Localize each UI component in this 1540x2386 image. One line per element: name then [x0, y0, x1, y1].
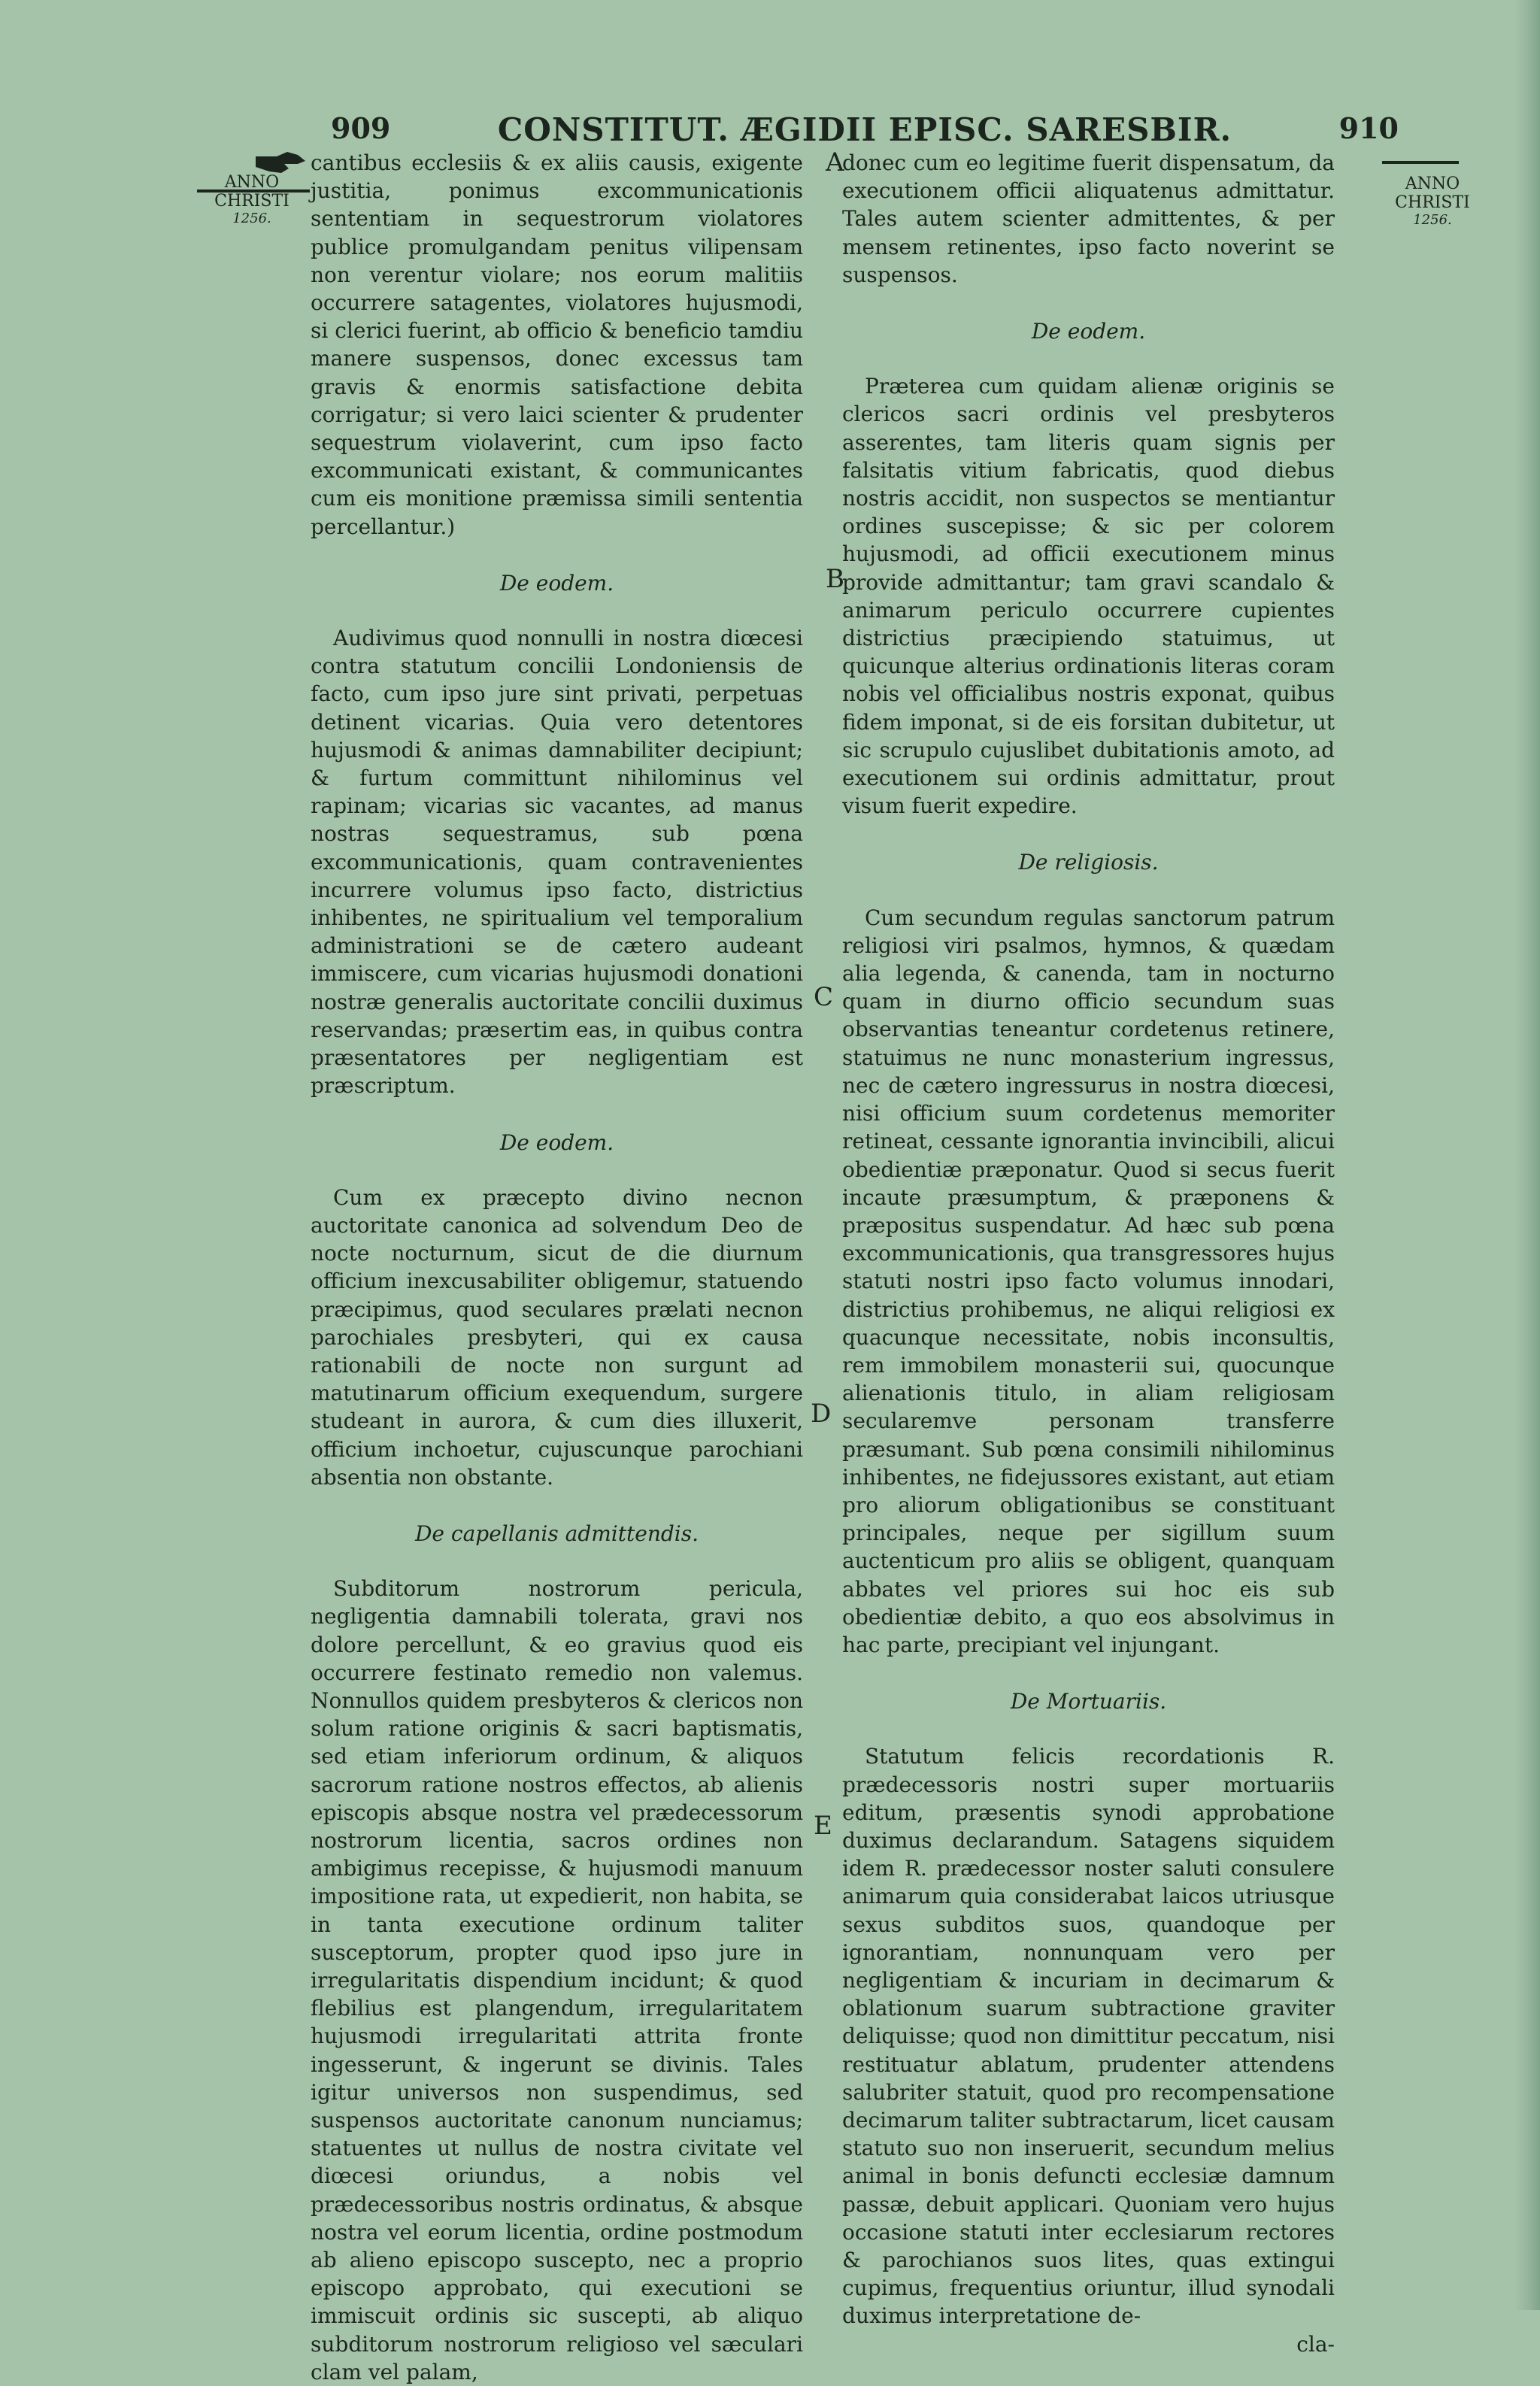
section-heading: De eodem. [499, 570, 614, 596]
margin-letter-a: A [826, 147, 844, 177]
margin-letter-e: E [814, 1811, 832, 1841]
margin-letter-d: D [811, 1399, 832, 1429]
left-column [311, 149, 803, 2386]
paragraph: Subditorum nostrorum pericula, negligentia damnabili tolerata, gravi nos dolore percellunt, & eo gravius quod eis occurrere festinato remedio non valemus. Nonnullos quidem presbyteros & clericos non solum ratione originis & sacri baptismatis, sed etiam inferiorum ordinum, & aliquos sacrorum ratione nostros effectos, ab alienis episcopis absque nostra vel prædecessorum nostrorum licentia, sacros ordines non ambigimus recepisse, & hujusmodi manuum impositione rata, ut expedierit, non habita, se in tanta executione ordinum taliter susceptorum, propter quod ipso jure in irregularitatis dispendium incidunt; & quod flebilius est plangendum, irregularitatem hujusmodi irregularitati attrita fronte ingesserunt, & ingerunt se divinis. Tales igitur universos non suspendimus, sed suspensos auctoritate canonum nunciamus; statuentes ut nullus de nostra civitate vel diœcesi oriundus, a nobis vel prædecessoribus nostris ordinatus, & absque nostra vel eorum licentia, ordine postmodum ab alieno episcopo suscepto, nec a proprio episcopo approbato, qui executioni se immiscuit ordinis sic suscepti, ab aliquo subditorum nostrorum religioso vel sæculari clam vel palam, [311, 1576, 803, 2384]
margin-rule-right [1382, 161, 1459, 164]
paragraph: Cum ex præcepto divino necnon auctoritate canonica ad solvendum Deo de nocte nocturnum, sicut de die diurnum officium inexcusabiliter obligemur, statuendo præcipimus, quod seculares prælati necnon parochiales presbyteri, qui ex causa rationabili de nocte non surgunt ad matutinarum officium exequendum, surgere studeant in aurora, & cum dies illuxerit, officium inchoetur, cujuscunque parochiani absentia non obstante. [311, 1184, 803, 1490]
page-number-right: 910 [1338, 111, 1399, 145]
christi-label: CHRISTI [1395, 193, 1470, 213]
section-heading: De religiosis. [1018, 850, 1159, 875]
year-label: 1256. [1413, 211, 1452, 228]
paragraph: donec cum eo legitime fuerit dispensatum, da executionem officii aliquatenus admittatur. Tales autem scienter admittentes, & per mensem retinentes, ipso facto noverint se suspensos. [842, 150, 1335, 287]
anno-label: ANNO [1405, 174, 1460, 193]
section-heading: De capellanis admittendis. [414, 1520, 699, 1546]
margin-note-right [1387, 174, 1478, 228]
page-edge [1514, 0, 1540, 2310]
catchword: cla- [1296, 2331, 1335, 2357]
margin-note-left [203, 173, 301, 226]
page-title: CONSTITUT. ÆGIDII EPISC. SARESBIR. [497, 111, 1232, 148]
year-label: 1256. [232, 210, 271, 226]
paragraph: Statutum felicis recordationis R. prædecessoris nostri super mortuariis editum, præsentis synodi approbatione duximus declarandum. Satagens siquidem idem R. prædecessor noster saluti consulere animarum quia considerabat laicos utriusque sexus subditos suos, quandoque per ignorantiam, nonnunquam vero per negligentiam & incuriam in decimarum & oblationum suarum subtractione graviter deliquisse; quod non dimittitur peccatum, nisi restituatur ablatum, prudenter attendens salubriter statuit, quod pro recompensatione decimarum taliter subtractarum, licet causam statuto suo non inseruerit, secundum melius animal in bonis defuncti ecclesiæ damnum passæ, debuit applicari. Quoniam vero hujus occasione statuti inter ecclesiarum rectores & parochianos suos lites, quas extingui cupimus, frequentius oriuntur, illud synodali duximus interpretatione de- [842, 1744, 1335, 2329]
section-heading: De Mortuariis. [1010, 1689, 1167, 1714]
paragraph: Audivimus quod nonnulli in nostra diœcesi contra statutum concilii Londoniensis de facto, cum ipso jure sint privati, perpetuas detinent vicarias. Quia vero detentores hujusmodi & animas damnabiliter decipiunt; & furtum committunt nihilominus vel rapinam; vicarias sic vacantes, ad manus nostras sequestramus, sub pœna excommunicationis, quam contravenientes incurrere volumus ipso facto, districtius inhibentes, ne spiritualium vel temporalium administrationi se de cætero audeant immiscere, cum vicarias hujusmodi donationi nostræ generalis auctoritate concilii duximus reservandas; præsertim eas, in quibus contra præsentatores per negligentiam est præscriptum. [311, 626, 803, 1099]
paragraph: cantibus ecclesiis & ex aliis causis, exigente justitia, ponimus excommunicationis sententiam in sequestrorum violatores publice promulgandam penitus vilipensam non verentur violare; nos eorum malitiis occurrere satagentes, violatores hujusmodi, si clerici fuerint, ab officio & beneficio tamdiu manere suspensos, donec excessus tam gravis & enormis satisfactione debita corrigatur; si vero laici scienter & prudenter sequestrum violaverint, cum ipso facto excommunicati existant, & communicantes cum eis monitione præmissa simili sententia percellantur.) [311, 150, 803, 539]
paragraph: Præterea cum quidam alienæ originis se clericos sacri ordinis vel presbyteros asserentes, tam literis quam signis per falsitatis vitium fabricatis, quod diebus nostris accidit, non suspectos se mentiantur ordines suscepisse; & sic per colorem hujusmodi, ad officii executionem minus provide admittantur; tam gravi scandalo & animarum periculo occurrere cupientes districtius præcipiendo statuimus, ut quicunque alterius ordinationis literas coram nobis vel officialibus nostris exponat, quibus fidem imponat, si de eis forsitan dubitetur, ut sic scrupulo cujuslibet dubitationis amoto, ad executionem sui ordinis admittatur, prout visum fuerit expedire. [842, 374, 1335, 819]
christi-label: CHRISTI [214, 192, 290, 211]
section-heading: De eodem. [1031, 319, 1146, 344]
margin-letter-c: C [814, 982, 834, 1012]
right-column [842, 149, 1335, 2358]
anno-label: ANNO [224, 173, 280, 192]
pointing-hand-icon [254, 150, 307, 176]
margin-letter-b: B [826, 564, 844, 594]
page-number-left: 909 [331, 111, 391, 145]
section-heading: De eodem. [499, 1129, 614, 1155]
paragraph: Cum secundum regulas sanctorum patrum religiosi viri psalmos, hymnos, & quædam alia legenda, & canenda, tam in nocturno quam in diurno officio secundum suas observantias teneantur cordetenus retinere, statuimus ne nunc monasterium ingressus, nec de cætero ingressurus in nostra diœcesi, nisi officium suum cordetenus memoriter retineat, cessante ignorantia invincibili, alicui obedientiæ præponatur. Quod si secus fuerit incaute præsumptum, & præponens & præpositus suspendatur. Ad hæc sub pœna excommunicationis, qua transgressores hujus statuti nostri ipso facto volumus innodari, districtius prohibemus, ne aliqui religiosi ex quacunque necessitate, nobis inconsultis, rem immobilem monasterii sui, quocunque alienationis titulo, in aliam religiosam secularemve personam transferre præsumant. Sub pœna consimili nihilominus inhibentes, ne fidejussores existant, aut etiam pro aliorum obligationibus se constituant principales, neque per sigillum suum auctenticum pro aliis se obligent, quanquam abbates vel priores sui hoc eis sub obedientiæ debito, a quo eos absolvimus in hac parte, precipiant vel injungant. [842, 905, 1335, 1657]
